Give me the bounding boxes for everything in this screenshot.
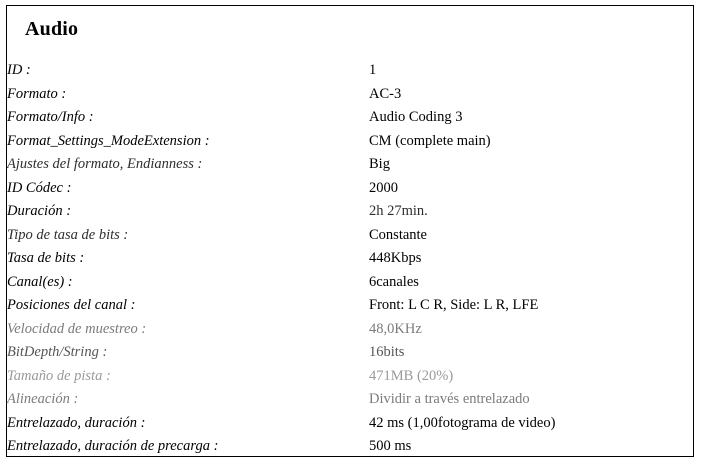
table-row — [7, 294, 667, 318]
property-label: Tipo de tasa de bits : — [7, 226, 129, 243]
table-row — [7, 59, 667, 83]
property-value: 48,0KHz — [369, 320, 422, 337]
table-row — [7, 318, 667, 342]
property-value: 448Kbps — [369, 250, 422, 266]
property-label: Formato/Info : — [7, 109, 94, 125]
table-row — [7, 271, 667, 295]
page-title: Audio — [25, 18, 79, 40]
property-label: Ajustes del formato, Endianness : — [7, 156, 203, 172]
table-row — [7, 153, 667, 177]
table-row — [7, 130, 667, 154]
property-value: Dividir a través entrelazado — [369, 391, 530, 407]
property-label: Tamaño de pista : — [7, 367, 111, 384]
property-value: 42 ms (1,00fotograma de video) — [369, 414, 556, 431]
property-label: Entrelazado, duración de precarga : — [7, 438, 219, 454]
table-row — [7, 200, 667, 224]
table-row — [7, 106, 667, 130]
table-row — [7, 341, 667, 365]
table-row — [7, 247, 667, 271]
document-page — [6, 5, 694, 457]
property-label: ID Códec : — [7, 179, 72, 196]
property-value: 2h 27min. — [369, 203, 428, 219]
property-label: Format_Settings_ModeExtension : — [7, 132, 210, 149]
property-label: ID : — [7, 62, 31, 78]
table-row — [7, 435, 667, 459]
property-value: 1 — [369, 62, 377, 78]
property-value: Front: L C R, Side: L R, LFE — [369, 297, 539, 313]
audio-properties-body — [7, 59, 667, 459]
property-value: 471MB (20%) — [369, 367, 454, 384]
property-label: Entrelazado, duración : — [7, 414, 146, 431]
table-row — [7, 177, 667, 201]
property-label: BitDepth/String : — [7, 344, 108, 360]
table-row — [7, 83, 667, 107]
property-label: Formato : — [7, 85, 67, 102]
property-label: Canal(es) : — [7, 273, 73, 290]
property-value: Constante — [369, 226, 427, 243]
property-value: 2000 — [369, 179, 398, 196]
property-value: 6canales — [369, 273, 419, 290]
property-label: Tasa de bits : — [7, 250, 85, 266]
property-value: Big — [369, 156, 390, 172]
property-value: 16bits — [369, 344, 405, 360]
table-row — [7, 365, 667, 389]
table-row — [7, 412, 667, 436]
table-row — [7, 388, 667, 412]
property-value: AC-3 — [369, 85, 402, 102]
property-label: Posiciones del canal : — [7, 297, 136, 313]
audio-properties-table — [7, 59, 667, 459]
property-value: 500 ms — [369, 438, 412, 454]
property-value: Audio Coding 3 — [369, 109, 463, 125]
property-label: Velocidad de muestreo : — [7, 320, 147, 337]
table-row — [7, 224, 667, 248]
property-value: CM (complete main) — [369, 132, 491, 149]
property-label: Alineación : — [7, 391, 79, 407]
property-label: Duración : — [7, 203, 72, 219]
